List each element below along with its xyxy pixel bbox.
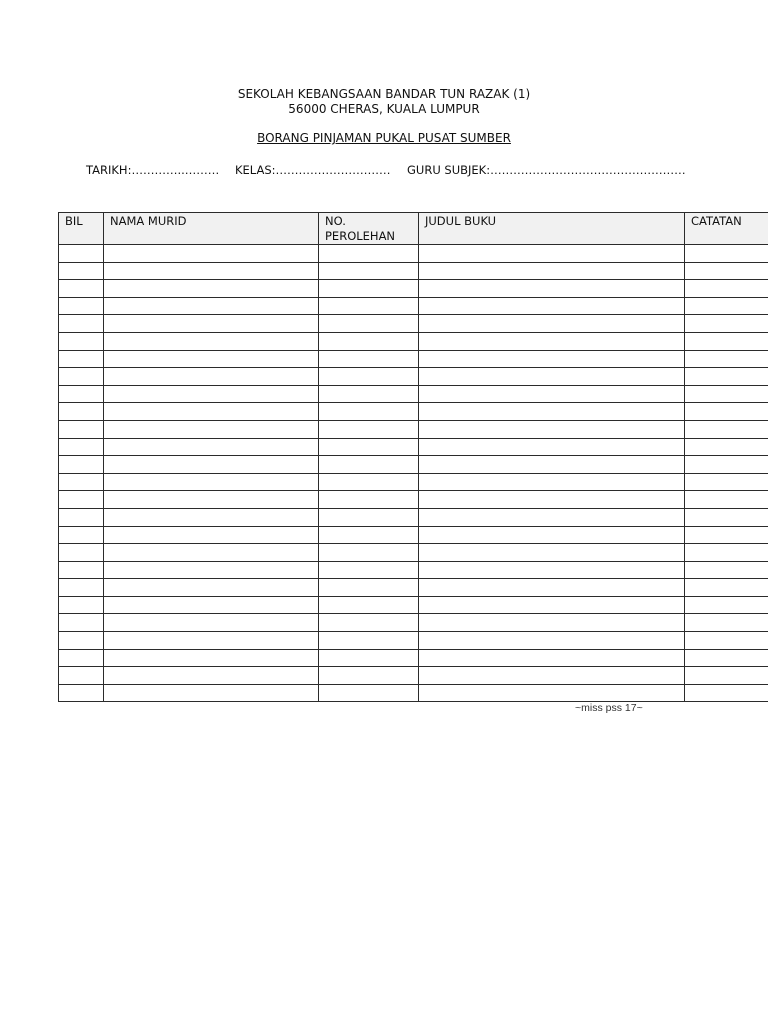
table-body [59, 245, 768, 702]
cell-judul-buku [419, 508, 685, 526]
cell-judul-buku [419, 667, 685, 685]
cell-nama-murid [104, 561, 319, 579]
cell-judul-buku [419, 473, 685, 491]
cell-no-perolehan [319, 385, 419, 403]
cell-no-perolehan [319, 262, 419, 280]
cell-bil [59, 473, 104, 491]
table-row [59, 332, 768, 350]
column-header-nama-murid: NAMA MURID [104, 213, 319, 245]
cell-judul-buku [419, 438, 685, 456]
cell-nama-murid [104, 280, 319, 298]
cell-catatan [685, 491, 768, 509]
cell-nama-murid [104, 262, 319, 280]
cell-bil [59, 614, 104, 632]
cell-judul-buku [419, 491, 685, 509]
cell-catatan [685, 315, 768, 333]
footer-note: ~miss pss 17~ [575, 702, 643, 714]
cell-no-perolehan [319, 297, 419, 315]
cell-bil [59, 280, 104, 298]
cell-bil [59, 315, 104, 333]
teacher-field: GURU SUBJEK:…………………………………………… [407, 163, 686, 177]
cell-nama-murid [104, 632, 319, 650]
cell-judul-buku [419, 350, 685, 368]
table-row [59, 632, 768, 650]
column-header-no-perolehan: NO. PEROLEHAN [319, 213, 419, 245]
cell-catatan [685, 544, 768, 562]
table-row [59, 280, 768, 298]
cell-no-perolehan [319, 332, 419, 350]
cell-bil [59, 403, 104, 421]
cell-judul-buku [419, 649, 685, 667]
cell-catatan [685, 526, 768, 544]
cell-judul-buku [419, 561, 685, 579]
table-row [59, 544, 768, 562]
cell-no-perolehan [319, 245, 419, 263]
cell-catatan [685, 456, 768, 474]
cell-catatan [685, 614, 768, 632]
cell-no-perolehan [319, 667, 419, 685]
cell-nama-murid [104, 473, 319, 491]
table-row [59, 473, 768, 491]
cell-bil [59, 385, 104, 403]
cell-no-perolehan [319, 526, 419, 544]
cell-catatan [685, 508, 768, 526]
cell-judul-buku [419, 368, 685, 386]
cell-no-perolehan [319, 350, 419, 368]
cell-catatan [685, 245, 768, 263]
cell-no-perolehan [319, 649, 419, 667]
cell-catatan [685, 297, 768, 315]
cell-no-perolehan [319, 456, 419, 474]
table-row [59, 385, 768, 403]
cell-judul-buku [419, 614, 685, 632]
cell-judul-buku [419, 315, 685, 333]
cell-bil [59, 245, 104, 263]
cell-nama-murid [104, 420, 319, 438]
cell-bil [59, 526, 104, 544]
cell-nama-murid [104, 403, 319, 421]
cell-nama-murid [104, 596, 319, 614]
cell-nama-murid [104, 649, 319, 667]
table-row [59, 403, 768, 421]
cell-nama-murid [104, 332, 319, 350]
cell-no-perolehan [319, 473, 419, 491]
cell-bil [59, 544, 104, 562]
table-row [59, 262, 768, 280]
cell-nama-murid [104, 438, 319, 456]
table-header-row [59, 213, 768, 245]
cell-judul-buku [419, 403, 685, 421]
cell-no-perolehan [319, 438, 419, 456]
cell-no-perolehan [319, 684, 419, 702]
loan-table [58, 212, 768, 702]
cell-nama-murid [104, 667, 319, 685]
cell-judul-buku [419, 526, 685, 544]
cell-nama-murid [104, 456, 319, 474]
table-row [59, 297, 768, 315]
table-row [59, 245, 768, 263]
cell-nama-murid [104, 526, 319, 544]
cell-no-perolehan [319, 632, 419, 650]
cell-judul-buku [419, 420, 685, 438]
cell-judul-buku [419, 632, 685, 650]
cell-bil [59, 262, 104, 280]
cell-nama-murid [104, 368, 319, 386]
cell-catatan [685, 262, 768, 280]
table-row [59, 368, 768, 386]
cell-nama-murid [104, 385, 319, 403]
school-address: 56000 CHERAS, KUALA LUMPUR [288, 102, 480, 116]
cell-catatan [685, 403, 768, 421]
cell-bil [59, 350, 104, 368]
cell-catatan [685, 332, 768, 350]
date-field: TARIKH:…………..……… [86, 163, 220, 177]
cell-nama-murid [104, 544, 319, 562]
cell-no-perolehan [319, 491, 419, 509]
cell-no-perolehan [319, 614, 419, 632]
table-row [59, 667, 768, 685]
table-row [59, 649, 768, 667]
cell-nama-murid [104, 684, 319, 702]
column-header-catatan: CATATAN [685, 213, 768, 245]
cell-bil [59, 332, 104, 350]
cell-catatan [685, 579, 768, 597]
cell-catatan [685, 385, 768, 403]
cell-catatan [685, 473, 768, 491]
cell-no-perolehan [319, 561, 419, 579]
column-header-judul-buku: JUDUL BUKU [419, 213, 685, 245]
column-header-bil: BIL [59, 213, 104, 245]
cell-bil [59, 491, 104, 509]
cell-judul-buku [419, 332, 685, 350]
table-row [59, 526, 768, 544]
cell-nama-murid [104, 245, 319, 263]
table-row [59, 491, 768, 509]
cell-bil [59, 368, 104, 386]
table-row [59, 438, 768, 456]
table-row [59, 456, 768, 474]
cell-judul-buku [419, 385, 685, 403]
cell-no-perolehan [319, 315, 419, 333]
cell-no-perolehan [319, 596, 419, 614]
cell-bil [59, 596, 104, 614]
cell-judul-buku [419, 262, 685, 280]
cell-bil [59, 667, 104, 685]
cell-no-perolehan [319, 403, 419, 421]
cell-catatan [685, 667, 768, 685]
cell-catatan [685, 649, 768, 667]
table-row [59, 350, 768, 368]
cell-bil [59, 561, 104, 579]
cell-judul-buku [419, 280, 685, 298]
cell-catatan [685, 420, 768, 438]
cell-bil [59, 420, 104, 438]
school-name: SEKOLAH KEBANGSAAN BANDAR TUN RAZAK (1) [237, 87, 531, 101]
cell-bil [59, 649, 104, 667]
cell-judul-buku [419, 596, 685, 614]
cell-nama-murid [104, 579, 319, 597]
table-row [59, 508, 768, 526]
cell-bil [59, 297, 104, 315]
form-title: BORANG PINJAMAN PUKAL PUSAT SUMBER [257, 131, 511, 145]
cell-no-perolehan [319, 420, 419, 438]
cell-no-perolehan [319, 579, 419, 597]
cell-nama-murid [104, 508, 319, 526]
cell-catatan [685, 561, 768, 579]
cell-judul-buku [419, 245, 685, 263]
table-row [59, 579, 768, 597]
cell-catatan [685, 596, 768, 614]
cell-catatan [685, 350, 768, 368]
class-field: KELAS:………………………… [235, 163, 391, 177]
cell-bil [59, 684, 104, 702]
cell-nama-murid [104, 297, 319, 315]
cell-catatan [685, 632, 768, 650]
table-row [59, 596, 768, 614]
cell-bil [59, 438, 104, 456]
cell-judul-buku [419, 579, 685, 597]
table-row [59, 684, 768, 702]
cell-nama-murid [104, 350, 319, 368]
cell-judul-buku [419, 544, 685, 562]
cell-catatan [685, 684, 768, 702]
table-row [59, 315, 768, 333]
cell-bil [59, 508, 104, 526]
table-row [59, 561, 768, 579]
cell-catatan [685, 438, 768, 456]
cell-bil [59, 579, 104, 597]
cell-judul-buku [419, 456, 685, 474]
cell-nama-murid [104, 491, 319, 509]
cell-no-perolehan [319, 508, 419, 526]
cell-nama-murid [104, 315, 319, 333]
cell-nama-murid [104, 614, 319, 632]
table-row [59, 614, 768, 632]
cell-no-perolehan [319, 368, 419, 386]
cell-catatan [685, 368, 768, 386]
cell-judul-buku [419, 297, 685, 315]
cell-bil [59, 632, 104, 650]
table-row [59, 420, 768, 438]
cell-no-perolehan [319, 280, 419, 298]
cell-judul-buku [419, 684, 685, 702]
cell-no-perolehan [319, 544, 419, 562]
cell-catatan [685, 280, 768, 298]
cell-bil [59, 456, 104, 474]
